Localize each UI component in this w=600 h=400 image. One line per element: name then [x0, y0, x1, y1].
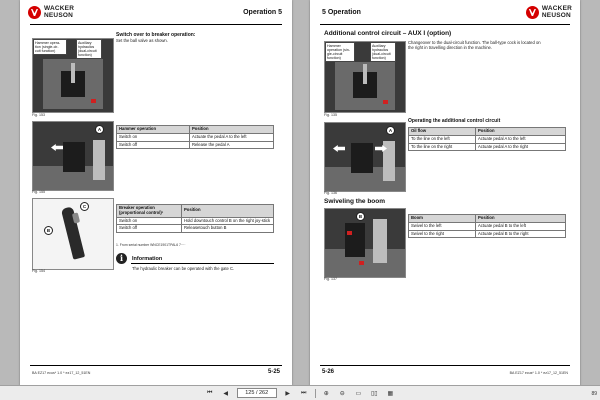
table-cell: Actuate pedal B to the right [476, 230, 566, 238]
sub-section-title: Operating the additional control circuit [408, 118, 501, 124]
table-cell: To the line on the right [409, 143, 476, 151]
footer-doc-code: BA EZ17 ecus* 1.0 * ez17_12_51EN [32, 371, 91, 375]
wacker-neuson-logo-icon [526, 6, 539, 19]
figure-joystick [32, 198, 114, 270]
table-row [409, 143, 566, 151]
table-cell: Hold downtouch control B on the right joy-stick [182, 217, 274, 225]
wacker-neuson-logo-icon [28, 6, 41, 19]
brand-logo [28, 6, 74, 19]
label-b-marker: B [356, 212, 365, 221]
table-cell: Actuate pedal A to the right [476, 143, 566, 151]
arrow-left-icon [333, 145, 345, 152]
column-header: Breaker operation (proportional control)¹ [117, 205, 182, 218]
label-a-marker: A [386, 126, 395, 135]
viewer-toolbar [0, 385, 600, 400]
label-b-marker: B [44, 226, 53, 235]
brand-line: NEUSON [44, 11, 74, 19]
callout-auxiliary-hydraulics: Auxiliary hydraulics (dual-circuit function) [370, 42, 396, 62]
table-cell: To the line on the left [409, 135, 476, 143]
brand-logo [526, 6, 572, 19]
table-row [117, 133, 274, 141]
header-title: Operation 5 [243, 9, 282, 16]
footnote: 1. From serial number WNCE1901TPAL6 7···· [116, 243, 186, 247]
left-page [20, 0, 292, 386]
table-cell: Actuate pedal A to the left [476, 135, 566, 143]
zoom-out-icon[interactable]: ⊖ [339, 390, 345, 397]
info-title: Information [132, 256, 163, 262]
table-row [409, 230, 566, 238]
figure-caption: Fig. 137 [324, 277, 337, 281]
callout-auxiliary-hydraulics: Auxiliary hydraulics (dual-circuit function) [76, 39, 102, 59]
dual-page-icon[interactable]: ▯▯ [370, 390, 378, 397]
table-header-row [117, 205, 274, 218]
header-title: 5 Operation [322, 9, 361, 16]
last-page-icon[interactable]: ⏭ [301, 389, 307, 396]
right-page [310, 0, 580, 386]
table-row [117, 225, 274, 233]
grid-view-icon[interactable]: ▦ [387, 390, 394, 397]
table-cell: Actuate pedal B to the left [476, 222, 566, 230]
table-cell: Switch on [117, 217, 182, 225]
page-number: 5-25 [267, 369, 280, 375]
column-header: Position [190, 126, 274, 134]
table-header-row [409, 215, 566, 223]
footer-rule [30, 365, 282, 366]
table-header-row [117, 126, 274, 134]
table-cell: Switch off [117, 141, 190, 149]
figure-caption: Fig. 136 [324, 191, 337, 195]
footer-rule [320, 365, 570, 366]
table-row [117, 141, 274, 149]
zoom-in-icon[interactable]: ⊕ [323, 390, 329, 397]
column-header: Position [476, 128, 566, 136]
table-cell: Release the pedal A [190, 141, 274, 149]
figure-caption: Fig. 154 [32, 269, 45, 273]
info-rule [131, 263, 274, 264]
information-icon: i [116, 253, 127, 264]
breaker-operation-table [116, 204, 274, 233]
section-title: Switch over to breaker operation: [116, 32, 196, 38]
section-title: Additional control circuit – AUX I (option) [324, 30, 452, 37]
hammer-operation-table [116, 125, 274, 149]
previous-page-icon[interactable]: ◀ [223, 390, 229, 397]
zoom-level: 89 [591, 391, 597, 397]
table-cell: Actuate the pedal A to the left [190, 133, 274, 141]
figure-pedal-b [324, 208, 406, 278]
table-cell: Swivel to the right [409, 230, 476, 238]
column-header: Boom [409, 215, 476, 223]
page-number: 5-26 [322, 369, 335, 375]
next-page-icon[interactable]: ▶ [285, 390, 291, 397]
table-row [117, 217, 274, 225]
label-a-marker: A [95, 125, 104, 134]
boom-swivel-table [408, 214, 566, 238]
column-header: Oil flow [409, 128, 476, 136]
header-rule [320, 24, 570, 25]
table-cell: Swivel to the left [409, 222, 476, 230]
table-header-row [409, 128, 566, 136]
callout-hammer-operation: Hammer opera- tion (single-cir- cuit function) [33, 39, 67, 55]
table-cell: Releasetouch button B [182, 225, 274, 233]
header-rule [30, 24, 282, 25]
section-title: Swiveling the boom [324, 198, 386, 205]
arrow-left-icon [51, 144, 63, 151]
label-c-marker: C [80, 202, 89, 211]
brand-line: WACKER [44, 5, 75, 12]
figure-caption: Fig. 135 [324, 113, 337, 117]
oil-flow-table [408, 127, 566, 151]
fit-page-icon[interactable]: ▭ [355, 390, 362, 397]
column-header: Position [182, 205, 274, 218]
page-number-input[interactable]: 125 / 262 [237, 388, 277, 398]
section-text: Set the ball valve as shown. [116, 38, 168, 43]
column-header: Hammer operation [117, 126, 190, 134]
column-header: Position [476, 215, 566, 223]
table-cell: Switch off [117, 225, 182, 233]
figure-caption: Fig. 153 [32, 113, 45, 117]
section-text: Changeover to the dual-circuit function. The ball-type cock is located on the right in travelling direction in the machine. [408, 40, 541, 51]
table-cell: Switch on [117, 133, 190, 141]
footer-doc-code: BA EZ17 ecus* 1.0 * ez17_12_51EN [509, 371, 568, 375]
callout-hammer-operation: Hammer operation (sin- gle-circuit function) [325, 42, 355, 62]
brand-line: NEUSON [541, 11, 571, 19]
info-text: The hydraulic breaker can be operated with the gate C. [132, 266, 235, 271]
brand-line: WACKER [541, 5, 572, 12]
table-row [409, 135, 566, 143]
first-page-icon[interactable]: ⏮ [207, 389, 213, 396]
figure-caption: Fig. 155 [32, 190, 45, 194]
table-row [409, 222, 566, 230]
toolbar-separator [315, 389, 316, 398]
